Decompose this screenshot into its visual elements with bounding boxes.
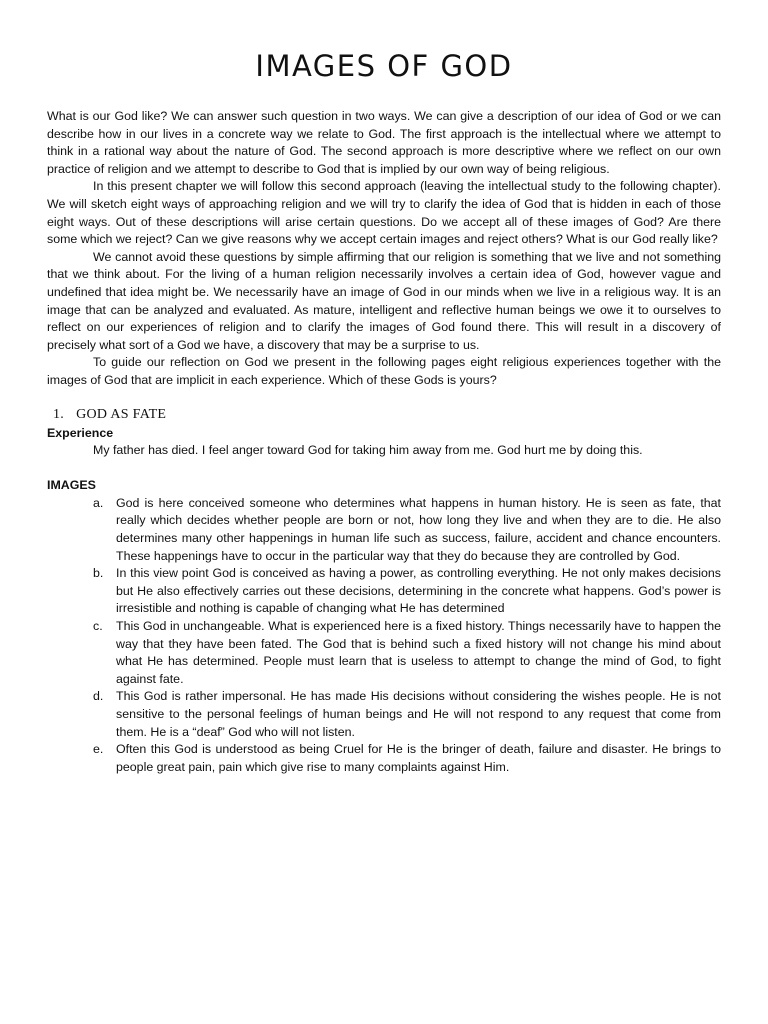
intro-paragraph-2: In this present chapter we will follow this second approach (leaving the intellectual study to the following chapter). We will sketch eight ways of approaching religion and we will try to clarify the idea of God that is hidden in each of those eight ways. Out of these descriptions will arise certain questions. Do we accept all of these images of God? Are there some which we reject? Can we give reasons why we accept certain images and reject others? What is our God really like? [47,179,721,247]
intro-paragraph-3: We cannot avoid these questions by simple affirming that our religion is something that we live and not something that we think about. For the living of a human religion necessarily involves a certain idea of God, however vague and undefined that idea might be. We necessarily have an image of God in our minds when we live in a religious way. It is an image that can be analyzed and evaluated. As mature, intelligent and reflective human beings we owe it to ourselves to reflect on our experiences of religion and to clarify the images of God found there. This will result in a discovery of precisely what sort of a God we have, a discovery that may be a surprise to us. [47,249,721,352]
section-number: 1. [53,406,65,422]
list-marker: c. [93,619,103,634]
list-item [47,688,721,741]
experience-text: My father has died. I feel anger toward God for taking him away from me. God hurt me by doing this. [93,443,643,458]
list-item [47,495,721,565]
list-item-text: This God is rather impersonal. He has made His decisions without considering the wishes people. He is not sensitive to the personal feelings of human beings and He will not respond to any request that come from them. He is a “deaf” God who will not listen. [116,689,721,739]
list-item-text: Often this God is understood as being Cruel for He is the bringer of death, failure and disaster. He brings to people great pain, pain which give rise to many complaints against Him. [116,742,721,774]
intro-paragraph-1: What is our God like? We can answer such question in two ways. We can give a description of our idea of God or we can describe how in our lives in a concrete way we relate to God. The first approach is the intellectual where we attempt to think in a rational way about the nature of God. The second approach is more descriptive where we reflect on our own practice of religion and we attempt to describe to God that is implied by our own way of being religious. [47,109,721,176]
experience-label: Experience [47,425,114,440]
list-item-text: In this view point God is conceived as having a power, as controlling everything. He not only makes decisions but He also effectively carries out these decisions, determining in the concrete what happens. God’s power is irresistible and nothing is capable of changing what He has determined [116,566,721,616]
intro-paragraph-4: To guide our reflection on God we present in the following pages eight religious experiences together with the images of God that are implicit in each experience. Which of these Gods is yours? [47,355,721,387]
images-label: IMAGES [47,478,96,493]
list-item-text: This God in unchangeable. What is experienced here is a fixed history. Things necessarily have to happen the way that they have been fated. The God that is behind such a fixed history will not change his mind about what He has determined. People must learn that is useless to attempt to change the mind of God, to fight against fate. [116,619,721,686]
spacer [47,460,721,478]
list-item [47,741,721,776]
list-marker: d. [93,689,104,704]
document-body [47,108,721,776]
list-marker: a. [93,495,104,510]
list-marker: b. [93,566,104,581]
list-item-text: God is here conceived someone who determines what happens in human history. He is seen as fate, that really which decides whether people are born or not, how long they live and when they are to die. He also determines many other happenings in human life such as success, failure, accident and chance encounters. These happenings have to occur in the particular way that they do because they are controlled by God. [116,495,721,563]
images-list [47,495,721,777]
list-item [47,618,721,688]
section-title: GOD AS FATE [76,406,167,422]
list-marker: e. [93,742,104,757]
list-item [47,565,721,618]
page-title: IMAGES OF GOD [255,49,513,83]
section-heading [47,405,721,425]
